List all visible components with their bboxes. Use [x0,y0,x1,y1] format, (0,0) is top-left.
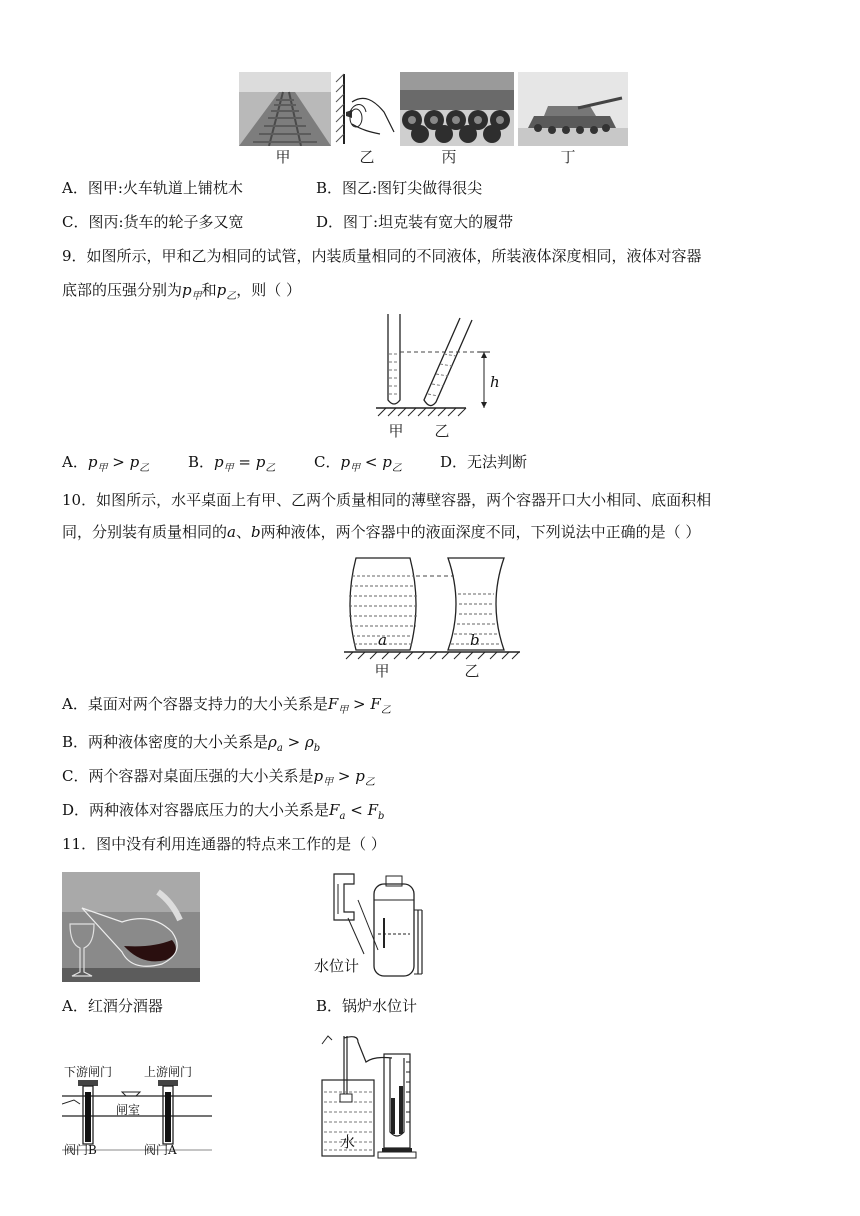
sub-b: b [377,811,385,822]
q9-stem-line2-post: ，则（ ） [236,281,302,299]
u-tube-pressure-diagram [318,1032,418,1162]
stem-text: 同，分别装有质量相同的 [62,523,228,541]
F-symbol: F [327,695,339,713]
q9-fig-label-yi: 乙 [434,422,450,440]
option-letter: B． [188,453,215,471]
rho-symbol: ρ [268,733,277,751]
container-b-liquid-label: b [470,631,480,649]
relation: = [238,453,251,471]
q10-fig-label-yi: 乙 [464,662,480,680]
q10-option-c [62,766,375,793]
sub-yi: 乙 [226,291,237,302]
q9-option-c [314,452,402,479]
image-label-jia: 甲 [275,148,291,166]
sub-yi: 乙 [139,463,150,474]
relation: > [337,767,351,785]
thumbtack-drawing [334,72,398,146]
q9-stem-line2-pre: 底部的压强分别为 [62,281,183,299]
tank-photo [518,72,628,146]
p-symbol: p [355,767,365,785]
sub-yi: 乙 [265,463,276,474]
rail-track-photo [239,72,331,146]
q10-option-d [62,800,384,827]
valve-b-label: 阀门B [64,1143,97,1157]
q9-stem-line1: 9．如图所示，甲和乙为相同的试管，内装质量相同的不同液体，所装液体深度相同，液体对容器 [62,247,702,265]
q9-fig-label-jia: 甲 [388,422,404,440]
q10-option-a [62,694,391,721]
stem-text: 两种液体，两个容器中的液面深度不同，下列说法中正确的是（ ） [260,523,701,541]
test-tube-diagram [372,312,500,418]
image-label-yi: 乙 [359,148,375,166]
image-label-ding: 丁 [560,148,576,166]
sub-yi: 乙 [391,463,402,474]
q10-stem-line2 [62,522,700,542]
p-symbol: p [216,281,227,299]
q8-option-d: D．图丁:坦克装有宽大的履带 [316,213,514,231]
valve-a-label: 阀门A [144,1143,177,1157]
q10-option-b [62,732,320,759]
q8-option-b: B．图乙:图钉尖做得很尖 [316,179,483,197]
q11-stem: 11．图中没有利用连通器的特点来工作的是（ ） [62,835,386,853]
sub-jia: 甲 [338,705,349,716]
F-symbol: F [329,801,340,819]
container-a-liquid-label: a [378,631,387,649]
q9-stem-line2 [62,280,301,307]
relation: < [364,453,378,471]
image-label-bing: 丙 [441,148,457,166]
F-symbol: F [367,801,378,819]
F-symbol: F [370,695,381,713]
option-letter: A． [62,453,88,471]
q9-p-yi [216,281,237,302]
sub-a: a [276,743,283,754]
water-label: 水 [340,1133,356,1151]
lock-chamber-label: 闸室 [116,1103,141,1117]
relation: > [287,733,301,751]
q9-option-a [62,452,149,479]
liquid-a: a [227,523,236,541]
sub-jia: 甲 [223,463,234,474]
p-symbol: p [182,281,192,299]
relation: < [350,801,363,819]
downstream-gate-label: 下游闸门 [64,1065,113,1079]
p-symbol: p [340,453,351,471]
q9-option-d: D．无法判断 [440,453,528,471]
q11-option-b: B．锅炉水位计 [316,997,418,1015]
rho-symbol: ρ [304,733,314,751]
option-text: D．两种液体对容器底压力的大小关系是 [62,801,330,819]
option-letter: C． [314,453,341,471]
p-symbol: p [382,453,392,471]
wine-decanter-photo [62,872,200,982]
sub-b: b [313,743,321,754]
relation: > [112,453,125,471]
q9-fig-h-label: h [490,373,500,391]
upstream-gate-label: 上游闸门 [144,1065,193,1079]
sub-a: a [339,811,346,822]
sub-yi: 乙 [364,777,375,788]
containers-diagram [344,554,520,660]
q8-option-c: C．图丙:货车的轮子多又宽 [62,213,244,231]
p-symbol: p [87,453,98,471]
q8-option-a: A．图甲:火车轨道上铺枕木 [62,179,243,197]
p-symbol: p [214,453,224,471]
option-text: A．桌面对两个容器支持力的大小关系是 [62,695,328,713]
sub-jia: 甲 [191,291,202,302]
q9-option-b [188,452,275,479]
option-text: B．两种液体密度的大小关系是 [62,733,269,751]
p-symbol: p [129,453,140,471]
p-symbol: p [255,453,266,471]
water-gauge-label: 水位计 [314,957,360,975]
relation: > [353,695,366,713]
liquid-b: b [250,523,261,541]
p-symbol: p [313,767,324,785]
sub-yi: 乙 [380,705,391,716]
truck-wheels-photo [400,72,514,146]
q10-fig-label-jia: 甲 [374,662,390,680]
sub-jia: 甲 [323,777,334,788]
sub-jia: 甲 [350,463,361,474]
q11-option-a: A．红酒分酒器 [62,997,163,1015]
option-text: C．两个容器对桌面压强的大小关系是 [62,767,314,785]
q9-and: 和 [201,281,217,299]
separator: 、 [235,523,251,541]
sub-jia: 甲 [97,463,108,474]
q9-p-jia [182,281,202,302]
q10-stem-line1: 10．如图所示，水平桌面上有甲、乙两个质量相同的薄壁容器，两个容器开口大小相同、底面积相 [62,491,712,509]
